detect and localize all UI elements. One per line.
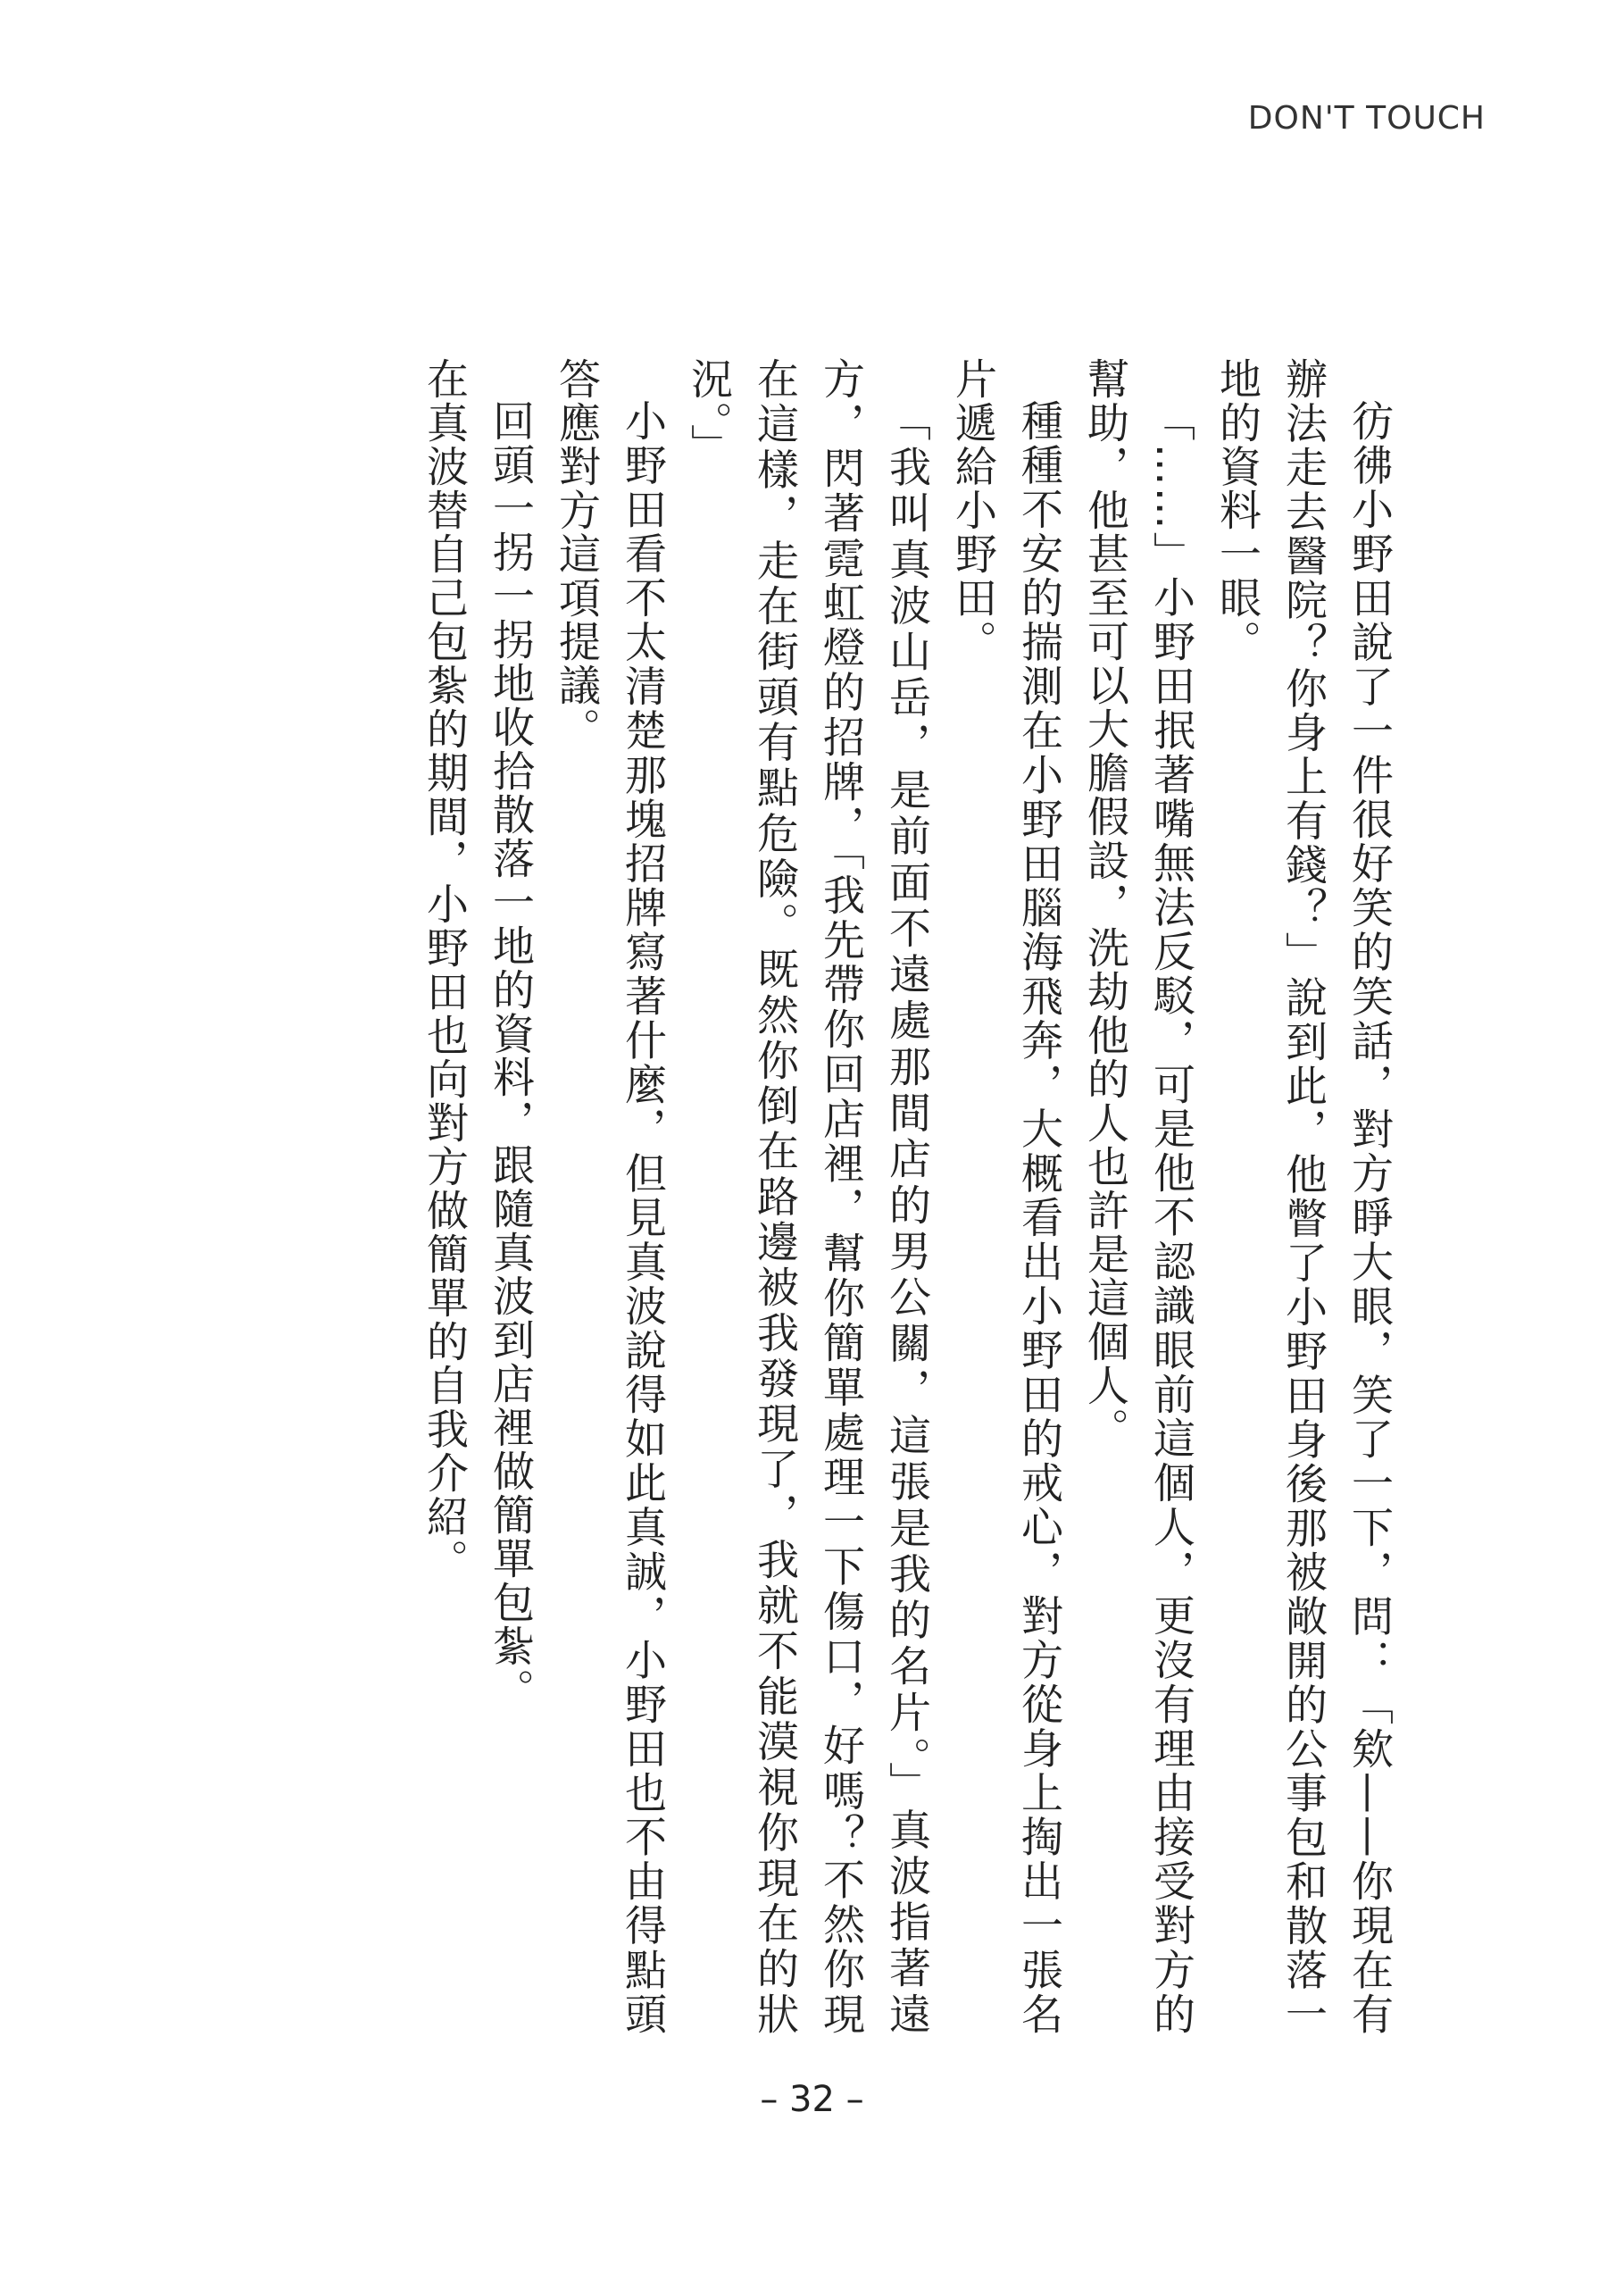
- paragraph: 「……」小野田抿著嘴無法反駁，可是他不認識眼前這個人，更沒有理由接受對方的幫助，他甚至可以大膽假設，洗劫他的人也許是這個人。: [1080, 357, 1195, 2036]
- paragraph: 種種不安的揣測在小野田腦海飛奔，大概看出小野田的戒心，對方從身上掏出一張名片遞給小野田。: [948, 357, 1063, 2036]
- paragraph: 「我叫真波山岳，是前面不遠處那間店的男公關，這張是我的名片。」真波指著遠方，閃著霓虹燈的招牌，「我先帶你回店裡，幫你簡單處理一下傷口，好嗎？不然你現在這樣，走在街頭有點危險。既然你倒在路邊被我發現了，我就不能漠視你現在的狀況。」: [684, 357, 931, 2036]
- page-number: – 32 –: [760, 2079, 864, 2120]
- body-text: [357, 357, 1402, 2036]
- paragraph: 小野田看不太清楚那塊招牌寫著什麼，但見真波說得如此真誠，小野田也不由得點頭答應對方這項提議。: [552, 357, 667, 2036]
- paragraph: 彷彿小野田說了一件很好笑的笑話，對方睜大眼，笑了一下，問：「欸——你現在有辦法走去醫院？你身上有錢？」說到此，他瞥了小野田身後那被敞開的公事包和散落一地的資料一眼。: [1212, 357, 1394, 2036]
- paragraph: 回頭一拐一拐地收拾散落一地的資料，跟隨真波到店裡做簡單包紮。: [486, 399, 535, 1712]
- paragraph: 在真波替自己包紮的期間，小野田也向對方做簡單的自我介紹。: [420, 357, 469, 1582]
- running-header: DON'T TOUCH: [1247, 100, 1486, 137]
